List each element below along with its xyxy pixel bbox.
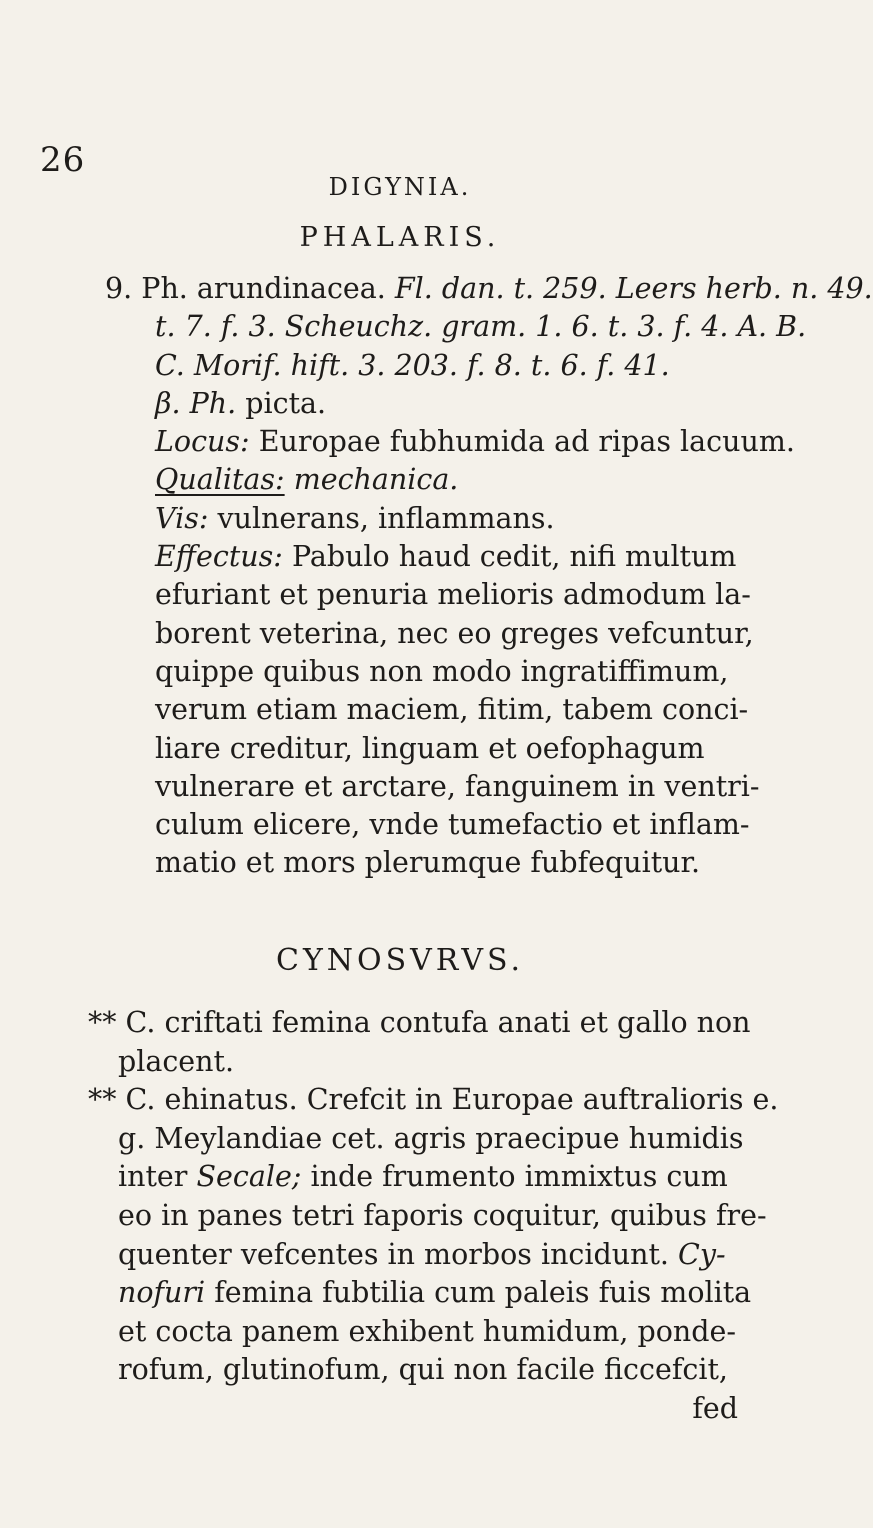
echinatus-line-4: eo in panes tetri faporis coquitur, quibus fre- — [118, 1198, 767, 1232]
text-fragment-italic: nofuri — [118, 1276, 206, 1310]
effectus-text-line: vulnerare et arctare, fanguinem in ventri- — [155, 769, 760, 803]
qualitas-text: mechanica. — [293, 463, 459, 497]
entry-line-1 — [105, 270, 873, 308]
text-fragment-italic: Secale; — [196, 1160, 302, 1194]
vis-text: vulnerans, inflammans. — [217, 501, 555, 535]
variety-label: β. Ph. — [155, 386, 237, 420]
text-fragment: quenter vefcentes in morbos incidunt. — [118, 1237, 669, 1271]
section-heading: CYNOSVRVS. — [275, 943, 525, 978]
effectus-text-line: verum etiam maciem, fitim, tabem conci- — [155, 693, 749, 727]
echinatus-line-7: et cocta panem exhibent humidum, ponde- — [118, 1314, 736, 1348]
effectus-text-line: borent veterina, nec eo greges vefcuntur, — [155, 616, 754, 650]
effectus-text: Pabulo haud cedit, nifi multum — [291, 540, 737, 574]
variety-line — [105, 385, 745, 423]
echinatus-line-1: ** C. ehinatus. Crefcit in Europae auftralioris e. — [88, 1083, 779, 1117]
effectus-label: Effectus: — [155, 540, 283, 574]
locus-label: Locus: — [155, 425, 250, 459]
locus-line — [105, 423, 795, 461]
running-head: DIGYNIA. — [328, 173, 472, 201]
vis-label: Vis: — [155, 501, 209, 535]
variety-name: picta. — [245, 386, 327, 420]
qualitas-label: Qualitas: — [155, 463, 285, 497]
vis-line — [105, 500, 745, 538]
echinatus-line-3 — [88, 1158, 748, 1197]
page-number: 26 — [40, 140, 86, 180]
effectus-text-line: efuriant et penuria melioris admodum la- — [155, 578, 751, 612]
species-references: Fl. dan. t. 259. Leers herb. n. 49. — [394, 272, 873, 305]
locus-text: Europae fubhumida ad ripas lacuum. — [258, 425, 795, 459]
text-fragment: inde frumento immixtus cum — [310, 1160, 728, 1194]
text-fragment-italic: Cy- — [678, 1237, 726, 1271]
effectus-text-line: matio et mors plerumque fubfequitur. — [155, 846, 701, 880]
entry-line-3: C. Morif. hift. 3. 203. f. 8. t. 6. f. 41. — [155, 348, 670, 382]
text-fragment: inter — [118, 1160, 188, 1194]
echinatus-line-6 — [88, 1274, 752, 1313]
echinatus-line-8: rofum, glutinofum, qui non facile ficcefcit, — [118, 1353, 728, 1387]
cynosurus-entry — [88, 1004, 779, 1429]
cristatus-line-2: placent. — [118, 1044, 235, 1078]
entry-number: 9. — [105, 272, 133, 305]
phalaris-entry — [105, 270, 873, 883]
text-fragment: femina fubtilia cum paleis fuis molita — [214, 1276, 752, 1310]
effectus-text-line: quippe quibus non modo ingratiffimum, — [155, 654, 729, 688]
species-name: Ph. arundinacea. — [141, 272, 386, 305]
effectus-line — [105, 538, 745, 576]
catchword: fed — [692, 1391, 738, 1425]
echinatus-line-5 — [88, 1236, 748, 1275]
qualitas-line — [105, 461, 745, 499]
cristatus-line-1: ** C. criftati femina contufa anati et gallo non — [88, 1006, 751, 1039]
effectus-text-line: liare creditur, linguam et oefophagum — [155, 731, 705, 765]
echinatus-line-2: g. Meylandiae cet. agris praecipue humidis — [118, 1121, 744, 1155]
entry-line-2: t. 7. f. 3. Scheuchz. gram. 1. 6. t. 3. f. 4. A. B. — [155, 310, 807, 344]
effectus-text-line: culum elicere, vnde tumefactio et inflam- — [155, 808, 750, 842]
genus-heading: PHALARIS. — [299, 222, 501, 253]
